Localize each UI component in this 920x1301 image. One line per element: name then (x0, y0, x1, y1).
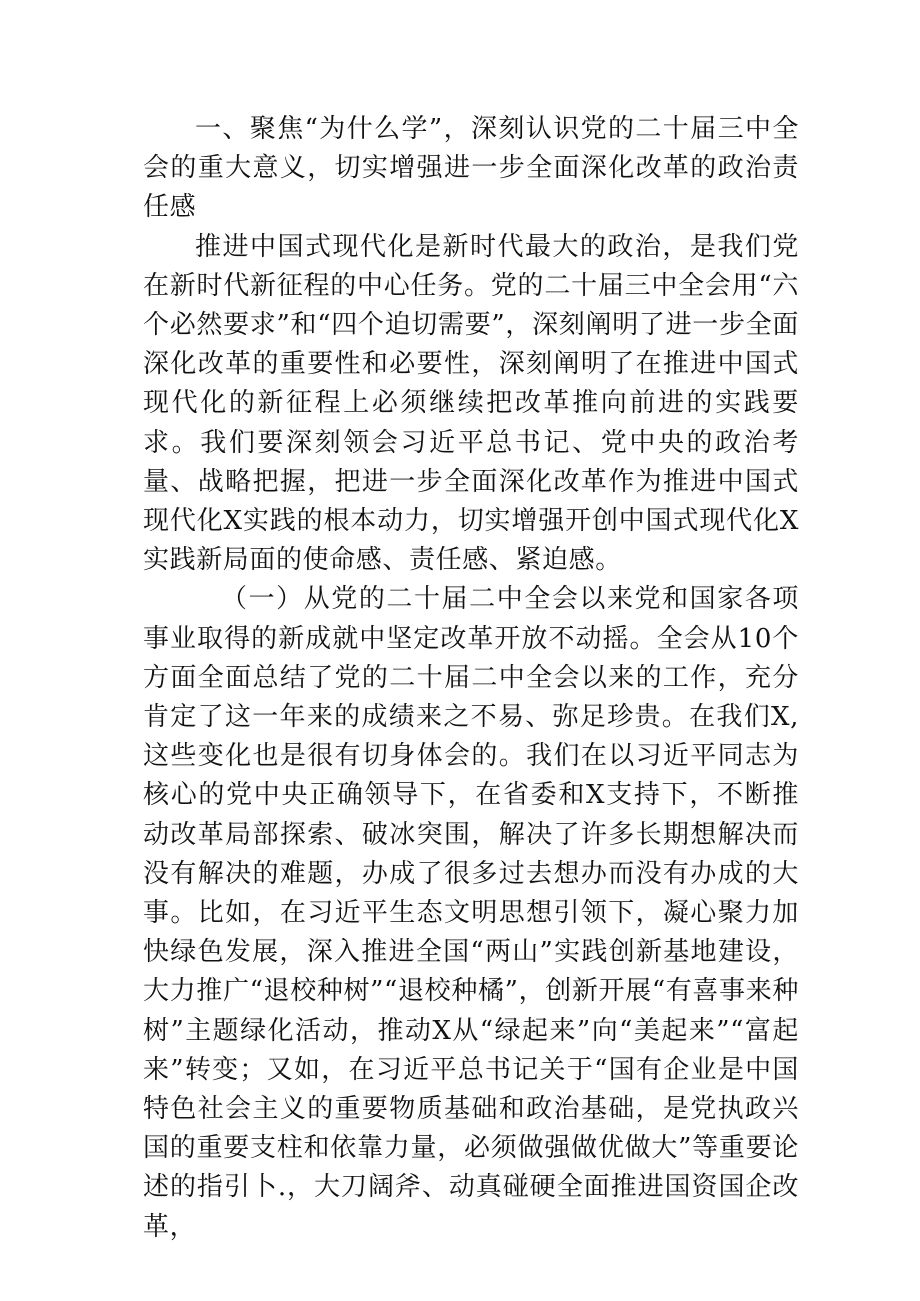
body-paragraph: 推进中国式现代化是新时代最大的政治，是我们党在新时代新征程的中心任务。党的二十届三中全会用“六个必然要求”和“四个迫切需要”，深刻阐明了进一步全面深化改革的重要性和必要性，深刻阐明了在推进中国式现代化的新征程上必须继续把改革推向前进的实践要求。我们要深刻领会习近平总书记、党中央的政治考量、战略把握，把进一步全面深化改革作为推进中国式现代化X实践的根本动力，切实增强开创中国式现代化X实践新局面的使命感、责任感、紧迫感。 (143, 231, 799, 576)
subsection-paragraph: （一）从党的二十届二中全会以来党和国家各项事业取得的新成就中坚定改革开放不动摇。全会从10个方面全面总结了党的二十届二中全会以来的工作，充分肯定了这一年来的成绩来之不易、弥足珍贵。在我们X,这些变化也是很有切身体会的。我们在以习近平同志为核心的党中央正确领导下，在省委和X支持下，不断推动改革局部探索、破冰突围，解决了许多长期想解决而没有解决的难题，办成了很多过去想办而没有办成的大事。比如，在习近平生态文明思想引领下，凝心聚力加快绿色发展，深入推进全国“两山”实践创新基地建设，大力推广“退校种树”“退校种橘”，创新开展“有喜事来种树”主题绿化活动，推动X从“绿起来”向“美起来”“富起来”转变；又如，在习近平总书记关于“国有企业是中国特色社会主义的重要物质基础和政治基础，是党执政兴国的重要支柱和依靠力量，必须做强做优做大”等重要论述的指引卜.，大刀阔斧、动真碰硬全面推进国资国企改革， (143, 584, 799, 1242)
section-heading: 一、聚焦“为什么学”，深刻认识党的二十届三中全会的重大意义，切实增强进一步全面深化改革的政治责任感 (143, 114, 799, 223)
document-body (143, 110, 799, 1247)
